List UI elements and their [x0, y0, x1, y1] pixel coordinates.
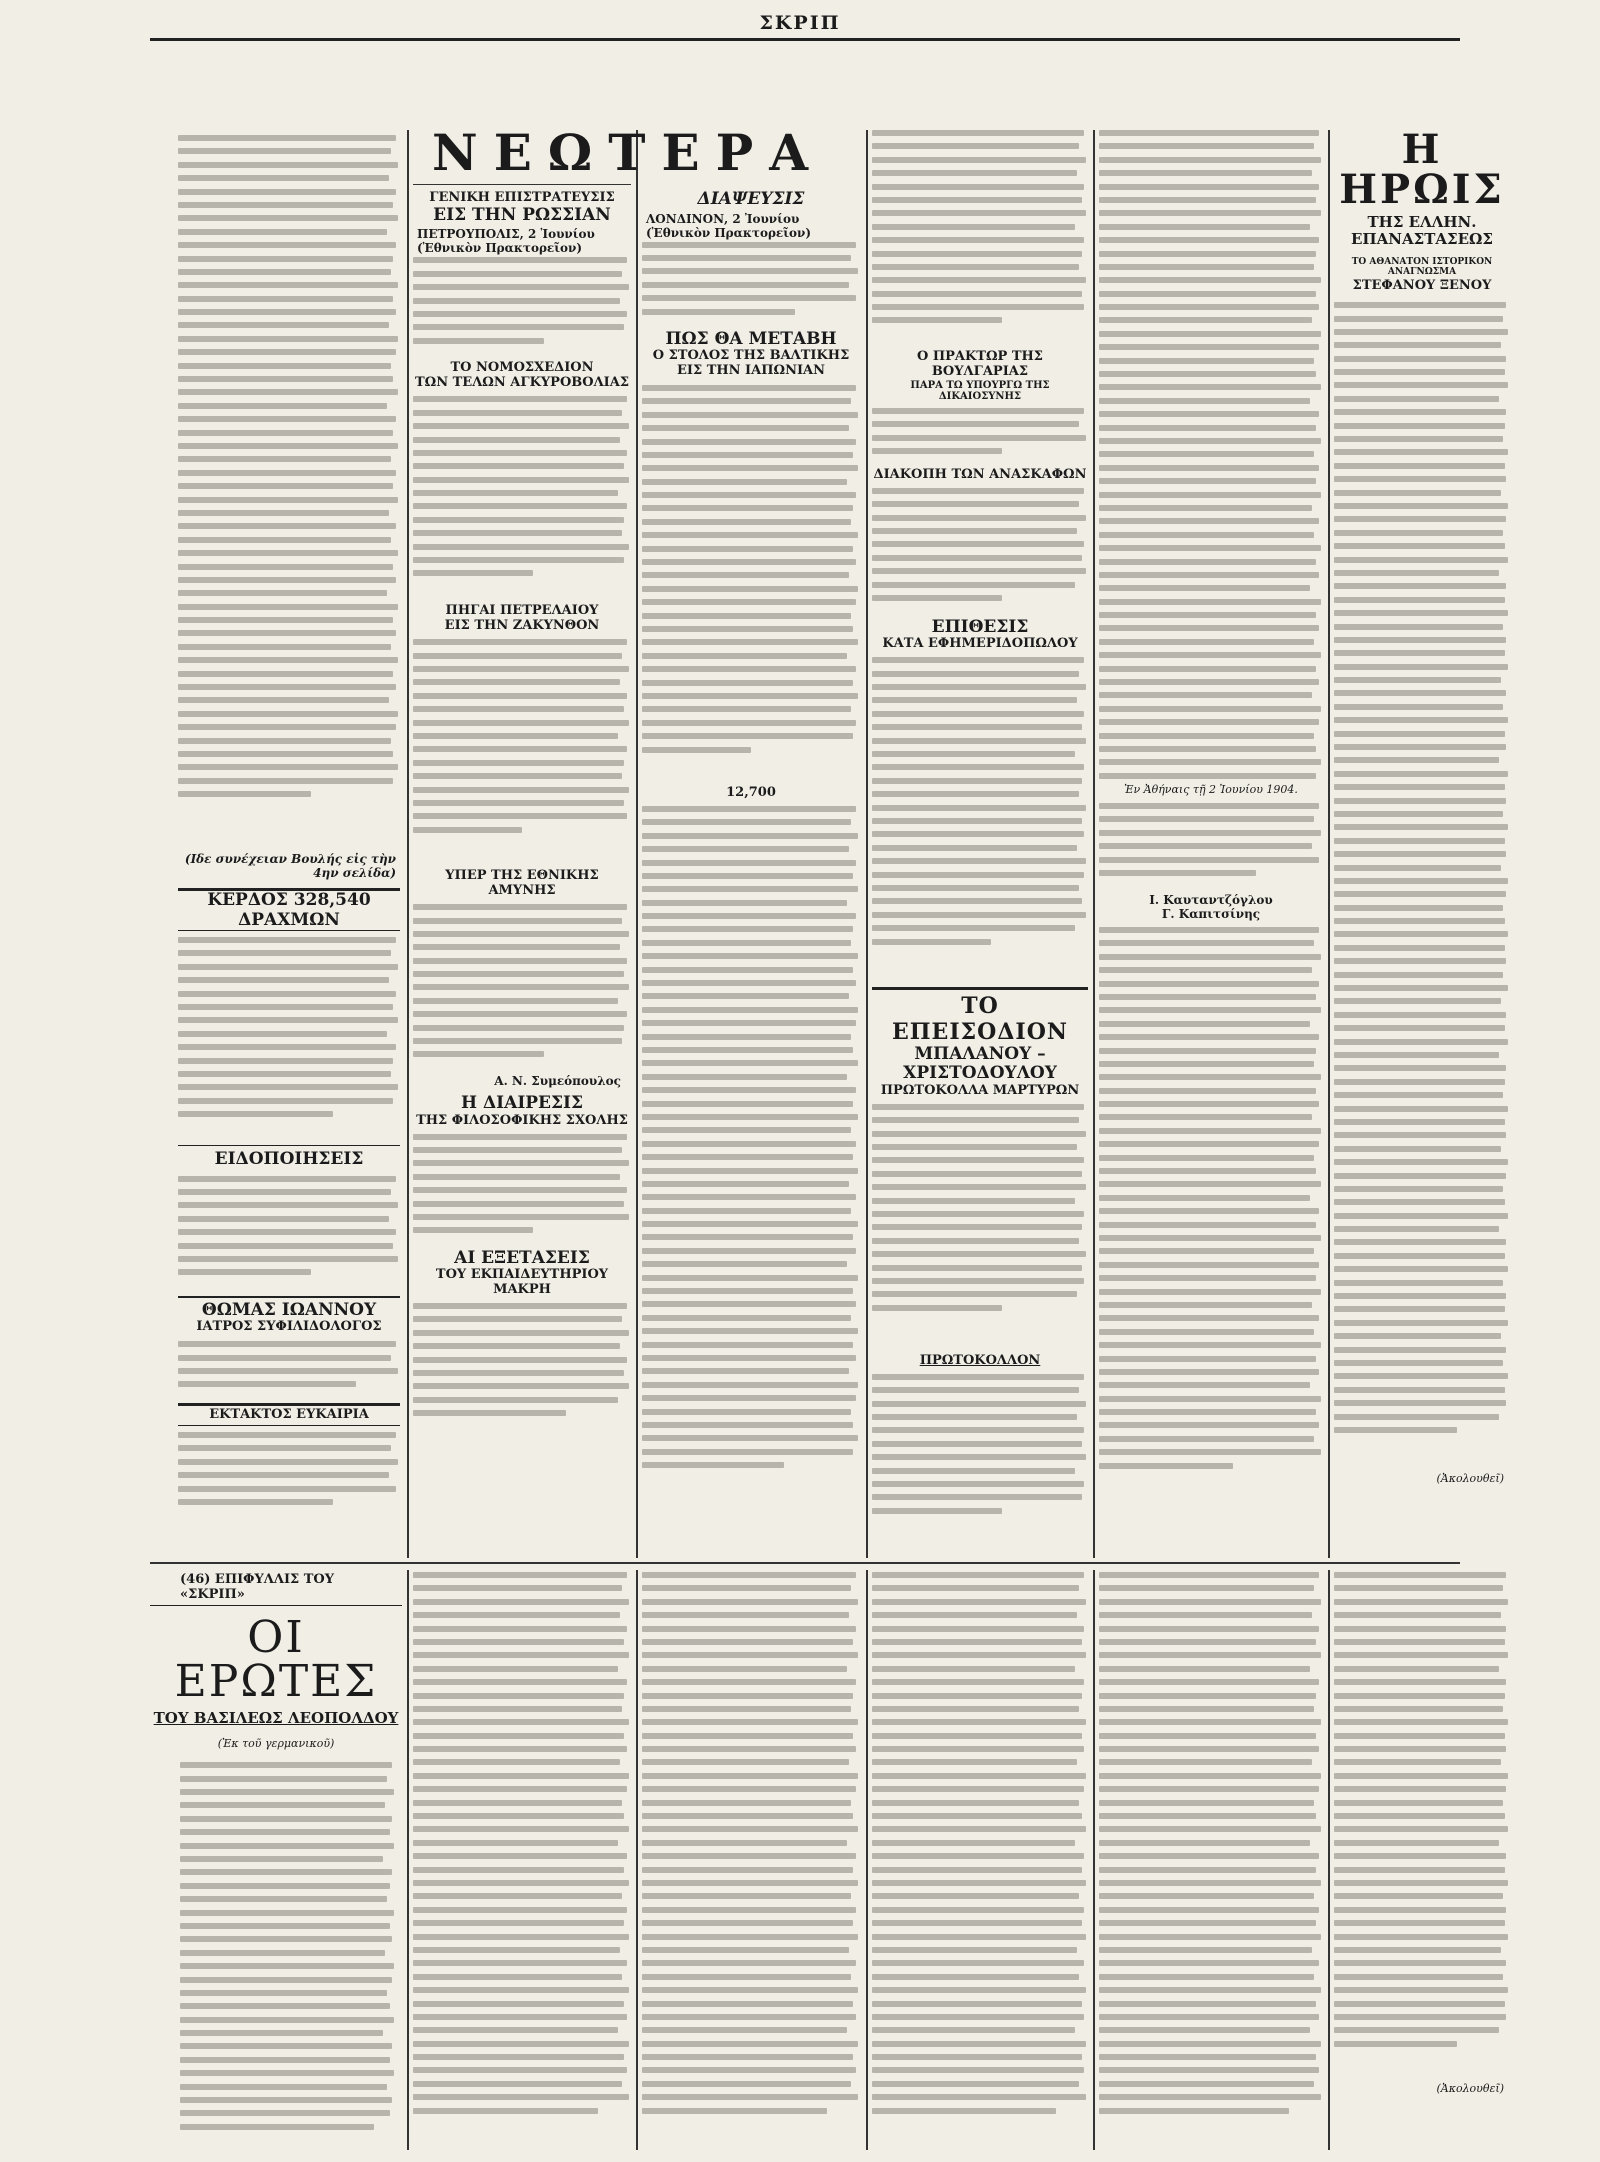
column-5: [1099, 130, 1323, 1556]
article-text-block: [872, 488, 1088, 618]
article-text-block: [872, 1572, 1088, 2132]
dateline: ΠΕΤΡΟΥΠΟΛΙΣ, 2 Ἰουνίου (Ἐθνικὸν Πρακτορεῖον): [417, 227, 595, 256]
heading-ektaktos: ΕΚΤΑΚΤΟΣ ΕΥΚΑΙΡΙΑ: [178, 1403, 400, 1426]
column-rule: [1328, 130, 1330, 1558]
article-text-block: [1099, 1572, 1323, 2132]
heading-stolos: Ο ΣΤΟΛΟΣ ΤΗΣ ΒΑΛΤΙΚΗΣ: [652, 348, 850, 364]
article-text-block: [178, 1341, 400, 1403]
heading-nomos: ΤΟ ΝΟΜΟΣΧΕΔΙΟΝ: [450, 360, 594, 376]
continued-note: (Ἀκολουθεῖ): [1436, 2082, 1504, 2095]
article-text-block: [413, 396, 631, 604]
heading-kata: ΚΑΤΑ ΕΦΗΜΕΡΙΔΟΠΩΛΟΥ: [882, 636, 1078, 652]
article-text-block: [178, 135, 400, 850]
heading-pos: ΠΩΣ ΘΑ ΜΕΤΑΒΗ: [665, 328, 837, 349]
feuilleton-column: [872, 1572, 1088, 2140]
continued-note: (Ιδε συνέχειαν Βουλής εἰς τὴν 4ην σελίδα): [184, 852, 396, 880]
column-rule: [636, 1570, 638, 2150]
column-rule: [1093, 130, 1095, 1558]
feuilleton-source: (Ἐκ τοῦ γερμανικοῦ): [217, 1737, 335, 1751]
date-line: Ἐν Ἀθήναις τῇ 2 Ἰουνίου 1904.: [1124, 783, 1298, 796]
heading-filosofiki: ΤΗΣ ΦΙΛΟΣΟΦΙΚΗΣ ΣΧΟΛΗΣ: [416, 1112, 628, 1128]
article-text-block: [642, 242, 860, 330]
section-rule: [150, 1562, 1460, 1564]
heading-diakopi: ΔΙΑΚΟΠΗ ΤΩΝ ΑΝΑΣΚΑΦΩΝ: [873, 466, 1087, 482]
heading-protokolla: ΠΡΩΤΟΚΟΛΛΑ ΜΑΡΤΥΡΩΝ: [880, 1082, 1080, 1098]
column-6: [1334, 126, 1510, 1556]
heading-eidopoiiseis: ΕΙΔΟΠΟΙΗΣΕΙΣ: [178, 1145, 400, 1170]
column-rule: [1328, 1570, 1330, 2150]
feuilleton-subtitle: ΤΟΥ ΒΑΣΙΛΕΩΣ ΛΕΟΠΟΛΔΟΥ: [153, 1709, 399, 1727]
article-text-block: [872, 1374, 1088, 1534]
serial-subtitle: ΤΗΣ ΕΛΛΗΝ. ΕΠΑΝΑΣΤΑΣΕΩΣ: [1351, 213, 1493, 249]
article-text-block: [1099, 803, 1323, 893]
article-text-block: [1334, 1572, 1510, 2082]
column-rule: [636, 130, 638, 1558]
heading-iaponian: ΕΙΣ ΤΗΝ ΙΑΠΩΝΙΑΝ: [676, 363, 826, 379]
heading-epithesis: ΕΠΙΘΕΣΙΣ: [931, 616, 1029, 637]
serial-tagline: ΤΟ ΑΘΑΝΑΤΟΝ ΙΣΤΟΡΙΚΟΝ ΑΝΑΓΝΩΣΜΑ: [1351, 256, 1493, 277]
article-text-block: [413, 904, 631, 1074]
article-text-block: [1099, 927, 1323, 1467]
heading-exetaseis: ΑΙ ΕΞΕΤΑΣΕΙΣ: [454, 1247, 590, 1268]
heading-kerdos: ΚΕΡΔΟΣ 328,540 ΔΡΑΧΜΩΝ: [178, 888, 400, 931]
article-text-block: [872, 130, 1088, 350]
heading-thomas: ΘΩΜΑΣ ΙΩΑΝΝΟΥ: [178, 1296, 400, 1321]
article-text-block: [872, 408, 1088, 468]
article-text-block: [413, 257, 631, 361]
feuilleton-header-column: [150, 1570, 402, 2140]
article-text-block: [180, 1762, 396, 2162]
dateline: ΛΟΝΔΙΝΟΝ, 2 Ἰουνίου (Ἐθνικὸν Πρακτορεῖον): [646, 211, 812, 240]
article-text-block: [178, 937, 400, 1145]
continued-note: (Ἀκολουθεῖ): [1436, 1472, 1504, 1486]
article-text-block: [642, 806, 860, 1486]
article-text-block: [178, 1432, 400, 1522]
article-text-block: [642, 1572, 860, 2132]
heading-praktor-sub: ΠΑΡΑ ΤΩ ΥΠΟΥΡΓΩ ΤΗΣ ΔΙΚΑΙΟΣΥΝΗΣ: [910, 379, 1050, 403]
column-3: [642, 130, 860, 1556]
heading-rosia: ΕΙΣ ΤΗΝ ΡΩΣΣΙΑΝ: [433, 204, 611, 225]
article-text-block: [413, 1572, 631, 2132]
masthead-title: ΣΚΡΙΠ: [759, 12, 841, 34]
column-rule: [407, 130, 409, 1558]
heading-zakynthon: ΕΙΣ ΤΗΝ ΖΑΚΥΝΘΟΝ: [444, 618, 600, 634]
serial-title: Η ΗΡΩΙΣ: [1339, 126, 1505, 213]
figure-value: 12,700: [726, 784, 776, 800]
column-rule: [407, 1570, 409, 2150]
heading-praktor: Ο ΠΡΑΚΤΩΡ ΤΗΣ ΒΟΥΛΓΑΡΙΑΣ: [917, 349, 1043, 379]
heading-makri: ΤΟΥ ΕΚΠΑΙΔΕΥΤΗΡΙΟΥ ΜΑΚΡΗ: [435, 1267, 609, 1298]
heading-iatros: ΙΑΤΡΟΣ ΣΥΦΙΛΙΔΟΛΟΓΟΣ: [196, 1319, 382, 1335]
heading-telon: ΤΩΝ ΤΕΛΩΝ ΑΓΚΥΡΟΒΟΛΙΑΣ: [414, 375, 630, 391]
masthead-rule: [150, 38, 1460, 41]
heading-geniki: ΓΕΝΙΚΗ ΕΠΙΣΤΡΑΤΕΥΣΙΣ: [429, 190, 615, 205]
article-text-block: [413, 639, 631, 869]
article-text-block: [642, 385, 860, 785]
heading-amyna: ΥΠΕΡ ΤΗΣ ΕΘΝΙΚΗΣ ΑΜΥΝΗΣ: [445, 868, 599, 899]
section-title-neotera: ΝΕΩΤΕΡΑ: [431, 123, 825, 182]
feuilleton-label: (46) ΕΠΙΦΥΛΛΙΣ ΤΟΥ «ΣΚΡΙΠ»: [150, 1570, 402, 1606]
column-rule: [866, 1570, 868, 2150]
article-text-block: [413, 1303, 631, 1433]
column-1: [178, 135, 400, 1555]
article-text-block: [872, 657, 1088, 987]
heading-pigai: ΠΗΓΑΙ ΠΕΤΡΕΛΑΙΟΥ: [445, 603, 599, 619]
heading-diairesis: Η ΔΙΑΙΡΕΣΙΣ: [461, 1093, 583, 1114]
article-text-block: [413, 1134, 631, 1249]
feuilleton-column: [1099, 1572, 1323, 2140]
column-rule: [866, 130, 868, 1558]
column-rule: [1093, 1570, 1095, 2150]
feuilleton-title: ΟΙ ΕΡΩΤΕΣ: [174, 1612, 378, 1707]
feuilleton-column: [642, 1572, 860, 2140]
heading-mpalanou: ΜΠΑΛΑΝΟΥ – ΧΡΙΣΤΟΔΟΥΛΟΥ: [903, 1043, 1057, 1084]
feuilleton-column: [413, 1572, 631, 2140]
article-text-block: [178, 1176, 400, 1296]
signature: Α. Ν. Συμεόπουλος: [494, 1074, 621, 1089]
heading-diapsefsis: ΔΙΑΨΕΥΣΙΣ: [697, 189, 805, 209]
article-text-block: [872, 1104, 1088, 1354]
signature-name: Ι. Καυταντζόγλου: [1149, 893, 1273, 907]
article-text-block: [1099, 130, 1323, 780]
article-text-block: [1334, 302, 1510, 1472]
column-4: [872, 130, 1088, 1556]
signature-name: Γ. Καπιτσίνης: [1161, 907, 1261, 921]
serial-author: ΣΤΕΦΑΝΟΥ ΞΕΝΟΥ: [1352, 278, 1492, 294]
heading-protokollon: ΠΡΩΤΟΚΟΛΛΟΝ: [919, 1352, 1041, 1368]
feuilleton-column: [1334, 1572, 1510, 2140]
heading-epeisodion: ΤΟ ΕΠΕΙΣΟΔΙΟΝ: [872, 987, 1088, 1045]
